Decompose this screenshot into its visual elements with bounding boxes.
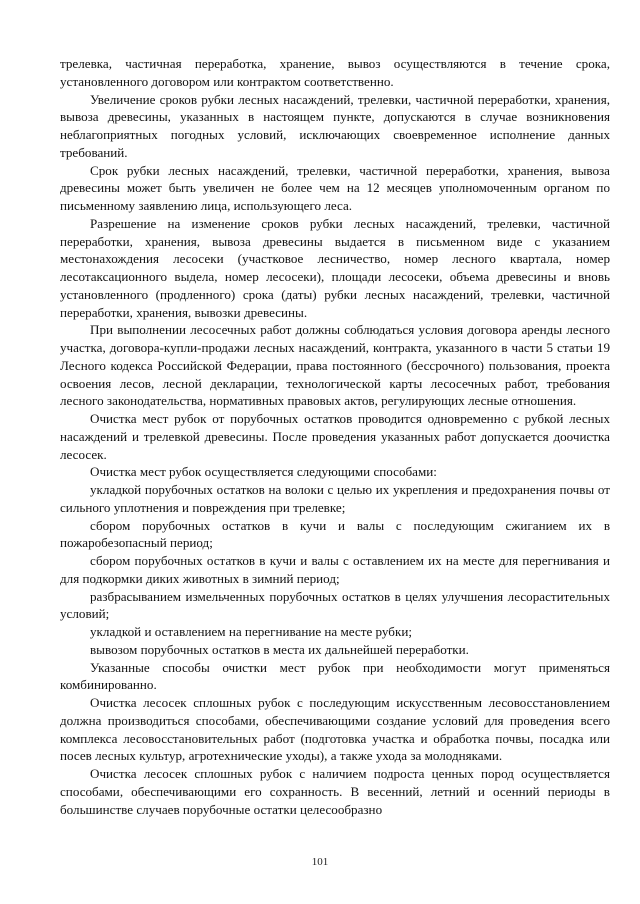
list-item: разбрасыванием измельченных порубочных остатков в целях улучшения лесорастительных условий; (60, 588, 610, 622)
list-item: сбором порубочных остатков в кучи и валы с последующим сжиганием их в пожаробезопасный период; (60, 517, 610, 551)
list-item: укладкой и оставлением на перегнивание на месте рубки; (90, 624, 412, 639)
paragraph-extension-of-terms: Увеличение сроков рубки лесных насаждений, трелевки, частичной переработки, хранения, вывоза древесины, указанных в настоящем пункте, допускаются в случае возникновения неблагоприятных погодных условий, исключающих своевременное исполнение данных требований. (60, 91, 610, 160)
paragraph-combined-methods: Указанные способы очистки мест рубок при необходимости могут применяться комбинированно. (60, 659, 610, 693)
paragraph-permission: Разрешение на изменение сроков рубки лесных насаждений, трелевки, частичной переработки, хранения, вывоза древесины выдается в письменном виде с указанием местонахождения лесосеки (участковое лесничество, номер лесного квартала, номер лесотаксационного выдела, номер лесосеки), площади лесосеки, объема древесины и вновь установленного (продленного) срока (даты) рубки лесных насаждений, трелевки, частичной переработки, хранения, вывозки древесины. (60, 215, 610, 320)
paragraph-artificial-reforestation: Очистка лесосек сплошных рубок с последующим искусственным лесовосстановлением должна производиться способами, обеспечивающими создание условий для проведения всего комплекса лесовосстановительных работ (подготовка участка и обработка почвы, посадка или посев лесных культур, агротехнические уходы), а также ухода за молодняками. (60, 695, 610, 764)
paragraph-logging-conditions: При выполнении лесосечных работ должны соблюдаться условия договора аренды лесного участка, договора-купли-продажи лесных насаждений, контракта, указанного в части 5 статьи 19 Лесного кодекса Российской Федерации, права постоянного (бессрочного) пользования, проекта освоения лесов, лесной декларации, технологической карты лесосечных работ, требования лесного законодательства, нормативных правовых актов, регулирующих лесные отношения. (60, 322, 610, 409)
list-item: укладкой порубочных остатков на волоки с целью их укрепления и предохранения почвы от сильного уплотнения и повреждения при трелевке; (60, 482, 610, 515)
document-body (60, 55, 610, 818)
paragraph-cleanup: Очистка мест рубок от порубочных остатков проводится одновременно с рубкой лесных насаждений и трелевкой древесины. После проведения указанных работ допускается доочистка лесосек. (60, 411, 610, 462)
paragraph-undergrowth: Очистка лесосек сплошных рубок с наличием подроста ценных пород осуществляется способами, обеспечивающими его сохранность. В весенний, летний и осенний периоды в большинстве случаев порубочные остатки целесообразно (60, 766, 610, 817)
paragraph-term-limit: Срок рубки лесных насаждений, трелевки, частичной переработки, хранения, вывоза древесины может быть увеличен не более чем на 12 месяцев уполномоченным органом по письменному заявлению лица, использующего леса. (60, 162, 610, 213)
paragraph-cleanup-methods: Очистка мест рубок осуществляется следующими способами: (90, 464, 437, 480)
list-item: сбором порубочных остатков в кучи и валы с оставлением их на месте для перегнивания и для подкормки диких животных в зимний период; (60, 553, 610, 586)
page-number: 101 (311, 856, 329, 868)
paragraph-continuation: трелевка, частичная переработка, хранение, вывоз осуществляются в течение срока, установленного договором или контрактом соответственно. (60, 56, 610, 89)
list-item: вывозом порубочных остатков в места их дальнейшей переработки. (90, 641, 469, 657)
